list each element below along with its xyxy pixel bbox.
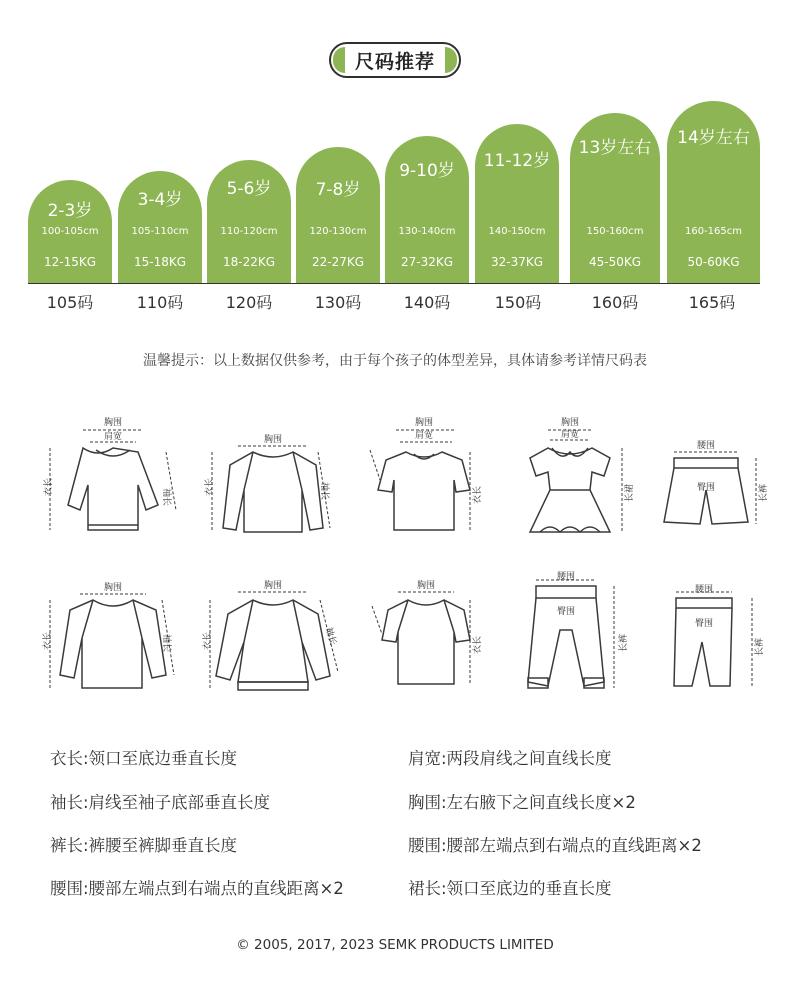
- size-label: 150码: [494, 293, 542, 312]
- height-range: 130-140cm: [398, 226, 456, 237]
- size-bar: [570, 113, 660, 283]
- chest-label: 胸围: [416, 581, 436, 591]
- weight-range: 22-27KG: [311, 255, 365, 269]
- age-label: 5-6岁: [226, 179, 272, 199]
- height-range: 120-130cm: [309, 226, 367, 237]
- tshirt-diagram: [358, 410, 508, 550]
- size-label: 130码: [314, 293, 362, 312]
- hip-label: 臀围: [696, 483, 716, 493]
- age-label: 11-12岁: [483, 151, 551, 171]
- size-bar: [667, 101, 760, 283]
- sweatshirt-diagram: [38, 410, 188, 550]
- length-label: 衣长: [205, 477, 215, 496]
- height-range: 140-150cm: [488, 226, 546, 237]
- size-bar: [385, 136, 469, 283]
- definition-item: 裤长:裤腰至裤脚垂直长度: [50, 836, 238, 855]
- hip-label: 臀围: [694, 619, 714, 629]
- chest-label: 胸围: [263, 435, 283, 445]
- length-label: 衣长: [473, 485, 483, 504]
- definition-item: 胸围:左右腋下之间直线长度×2: [408, 793, 636, 812]
- weight-range: 15-18KG: [133, 255, 187, 269]
- size-bar: [28, 180, 112, 283]
- size-label: 140码: [403, 293, 451, 312]
- waist-label: 腰围: [696, 441, 716, 451]
- age-label: 7-8岁: [315, 180, 361, 200]
- chart-baseline: [28, 283, 760, 284]
- weight-range: 27-32KG: [400, 255, 454, 269]
- raglan-sweatshirt-diagram: [198, 410, 348, 550]
- size-label: 110码: [136, 293, 184, 312]
- definition-item: 裙长:领口至底边的垂直长度: [408, 879, 612, 898]
- length-label: 衣长: [43, 631, 53, 650]
- chest-label: 胸围: [560, 418, 580, 428]
- pants-label: 长裤: [755, 637, 765, 656]
- size-label: 105码: [46, 293, 94, 312]
- weight-range: 50-60KG: [687, 255, 740, 269]
- jogger-pants-diagram: [500, 570, 650, 710]
- size-label: 160码: [591, 293, 639, 312]
- length-label: 衣长: [203, 631, 213, 650]
- age-label: 3-4岁: [137, 190, 183, 210]
- size-tip: 温馨提示：以上数据仅供参考，由于每个孩子的体型差异，具体请参考详情尺码表: [143, 353, 647, 369]
- weight-range: 18-22KG: [222, 255, 276, 269]
- chest-label: 胸围: [103, 583, 123, 593]
- sleeve-label: 袖长: [319, 482, 329, 501]
- cuffed-sweatshirt-diagram: [198, 570, 348, 710]
- raglan-tshirt-diagram: [358, 570, 508, 710]
- size-bar: [207, 160, 291, 283]
- age-label: 9-10岁: [399, 161, 455, 181]
- height-range: 100-105cm: [41, 226, 99, 237]
- definition-item: 袖长:肩线至袖子底部垂直长度: [50, 793, 271, 812]
- size-bar: [475, 124, 559, 283]
- weight-range: 45-50KG: [588, 255, 642, 269]
- waist-label: 腰围: [556, 572, 576, 582]
- size-bar: [118, 171, 202, 283]
- size-bar: [296, 147, 380, 283]
- pants-label: 长裤: [759, 483, 769, 502]
- section-title: [329, 42, 461, 78]
- age-label: 2-3岁: [47, 201, 93, 221]
- waist-label: 腰围: [694, 585, 714, 595]
- weight-range: 32-37KG: [490, 255, 544, 269]
- dress-diagram: [500, 410, 650, 550]
- definition-item: 腰围:腰部左端点到右端点的直线距离×2: [408, 836, 702, 855]
- height-range: 150-160cm: [586, 226, 644, 237]
- shoulder-label: 肩宽: [560, 430, 580, 440]
- length-label: 衣长: [44, 477, 54, 496]
- shorts-diagram: [640, 410, 790, 550]
- title-text: 尺码推荐: [354, 50, 435, 73]
- age-label: 13岁左右: [578, 138, 652, 158]
- chest-label: 胸围: [103, 418, 123, 428]
- shoulder-label: 肩宽: [103, 432, 123, 442]
- skirt-label: 长裙: [625, 483, 635, 502]
- definition-item: 衣长:领口至底边垂直长度: [50, 749, 238, 768]
- height-range: 110-120cm: [220, 226, 278, 237]
- chest-label: 胸围: [414, 418, 434, 428]
- raglan-top-diagram: [38, 570, 188, 710]
- sleeve-label: 袖长: [161, 634, 171, 653]
- sleeve-label: 袖长: [323, 626, 338, 647]
- age-label: 14岁左右: [677, 128, 750, 148]
- shoulder-label: 肩宽: [414, 431, 434, 441]
- sleeve-label: 袖长: [161, 488, 171, 507]
- size-label: 120码: [225, 293, 273, 312]
- weight-range: 12-15KG: [43, 255, 97, 269]
- length-label: 衣长: [473, 635, 483, 654]
- copyright-footer: © 2005, 2017, 2023 SEMK PRODUCTS LIMITED: [236, 937, 554, 953]
- hip-label: 臀围: [556, 607, 576, 617]
- pants-label: 长裤: [619, 633, 629, 652]
- definition-item: 腰围:腰部左端点到右端点的直线距离×2: [50, 879, 344, 898]
- definition-item: 肩宽:两段肩线之间直线长度: [408, 749, 612, 768]
- height-range: 160-165cm: [684, 226, 743, 237]
- height-range: 105-110cm: [131, 226, 189, 237]
- chest-label: 胸围: [263, 581, 283, 591]
- leggings-diagram: [640, 570, 790, 710]
- size-label: 165码: [688, 293, 736, 312]
